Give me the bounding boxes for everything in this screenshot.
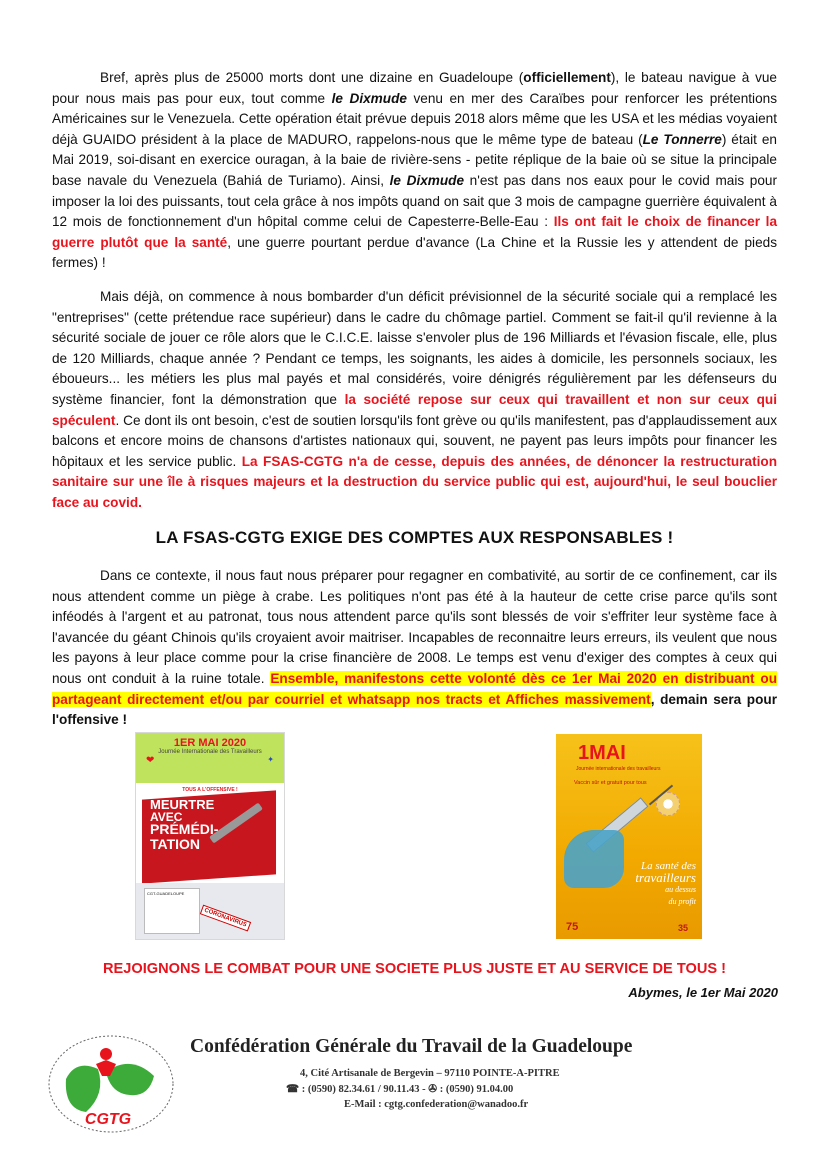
- closing-call: REJOIGNONS LE COMBAT POUR UNE SOCIETE PLUS JUSTE ET AU SERVICE DE TOUS !: [102, 961, 727, 977]
- p1-text-4: ) était en Mai 2019, soi-disant en exercice ouragan, à la baie de rivière-sens - petite réplique de la baie où se situe la principale base navale du Venezuela (Bahiá de Turiamo). Ainsi,: [52, 131, 777, 188]
- logo-text: CGTG: [84, 1111, 132, 1128]
- p1-red-statement: Ils ont fait le choix de financer la guerre plutôt que la santé: [52, 214, 778, 250]
- poster-right-title: 1MAI: [578, 742, 626, 764]
- badge-35: 35: [677, 923, 688, 933]
- p1-text-6: , une guerre pourtant perdue d'avance (La Chine et la Russie les y attendent de pieds fermes) !: [52, 234, 777, 271]
- poster-left-line-1: MEURTRE: [150, 797, 215, 812]
- signature-date: Abymes, le 1er Mai 2020: [628, 985, 778, 1000]
- badge-75: 75: [566, 921, 579, 933]
- p3-highlight: Ensemble, manifestons cette volonté dès ce 1er Mai 2020 en distribuant ou partageant directement et/ou par courriel et whatsapp nos tracts et Affiches massivement: [52, 670, 777, 707]
- gloved-hand-icon: [564, 830, 624, 888]
- organization-email: E-Mail : cgtg.confederation@wanadoo.fr: [344, 1099, 529, 1110]
- p1-text-2: ), le bateau navigue à vue pour nous mais pas pour eux, tout comme: [52, 70, 777, 106]
- organization-name: Confédération Générale du Travail de la Guadeloupe: [190, 1036, 633, 1057]
- poster-left-line-3: PRÉMÉDI-: [150, 821, 219, 837]
- p2-red-statement-1: la société repose sur ceux qui travaillent et non sur ceux qui spéculent: [52, 391, 777, 428]
- p1-text-5: n'est pas dans nos eaux pour le covid mais pour imposer la loi des puissants, tout cela grâce à nos impôts quand on sait que 3 mois de campagne guerrière équivalent à 12 mois de fonctionnement d'un hôpital comme celui de Capesterre-Belle-Eau :: [52, 172, 777, 230]
- poster-left-offensive: TOUS A L'OFFENSIVE !: [182, 787, 238, 793]
- poster-meurtre: [135, 732, 285, 940]
- slogan-line-1: La santé des: [641, 860, 696, 872]
- poster-left-tag: CORONAVIRUS: [200, 905, 251, 932]
- poster-left-subtitle: Journée Internationale des Travailleurs: [158, 749, 262, 755]
- poster-left-line-4: TATION: [150, 836, 201, 852]
- poster-right-vaccine: Vaccin sûr et gratuit pour tous: [574, 780, 647, 786]
- p1-text-3: venu en mer des Caraïbes pour renforcer les prétentions Américaines sur le Venezuela. Cette opération était prévue depuis 2018 alors même que les USA et les médias voyaient déjà GUAIDO président à la place de MADURO, rappelons-nous que le même type de bateau (: [52, 90, 777, 147]
- slogan-line-4: du profit: [668, 897, 696, 906]
- slogan-line-2: travailleurs: [635, 870, 696, 885]
- p2-text-1: Mais déjà, on commence à nous bombarder d'un déficit prévisionnel de la sécurité sociale qui a remplacé les "entreprises" (cette prétendue race supérieur) dans le cadre du chômage partiel. Comment se fait-il qu'il revienne à la sécurité sociale de jouer ce rôle alors que le C.I.C.E. laisse s'envoler plus de 196 Milliards et l'évasion fiscale, elle, plus de 120 Milliards, chaque année ? Pendant ce temps, les soignants, les aides à domicile, les personnels sociaux, les éboueurs... les métiers les plus mal payés et mal considérés, voire dénigrés régulièrement par les défenseurs du système financier, font la démonstration que: [52, 289, 777, 407]
- p3-text-1: Dans ce contexte, il nous faut nous préparer pour regagner en combativité, au sortir de ce confinement, car ils nous attendent comme un piège à crabe. Les politiques n'ont pas été à la hauteur de cette crise parce qu'ils sont inféodés à l'argent et au patronat, tous nous attendent parce qu'ils sont blessés de voir s'effriter leur système face à l'avancée du géant Chinois qu'ils croyaient avoir maitriser. Incapables de reconnaitre leurs erreurs, ils veulent que nous les payons à leur place comme pour la crise financière de 2008. Le temps est venu d'exiger des comptes à ceux qui nous ont conduit à la ruine totale.: [52, 568, 777, 686]
- p1-tonnerre: Le Tonnerre: [642, 131, 722, 147]
- poster-left-line-2: AVEC: [150, 810, 183, 824]
- poster-left-header: [136, 733, 284, 783]
- p1-bold-officiellement: officiellement: [523, 70, 611, 85]
- p2-red-statement-2: La FSAS-CGTG n'a de cesse, depuis des années, de dénoncer la restructuration sanitaire sur une île à risques majeurs et la destruction du service public qui est, aujourd'hui, le seul bouclier face au covid.: [52, 453, 777, 510]
- slogan-line-3: au dessus: [665, 885, 696, 894]
- p1-text-1: Bref, après plus de 25000 morts dont une dizaine en Guadeloupe (: [100, 70, 524, 85]
- poster-right-subtitle: Journée internationale des travailleurs: [576, 766, 661, 772]
- poster-right-slogan: [635, 860, 696, 908]
- paragraph-1: [52, 68, 777, 274]
- organization-phone: ☎ : (0590) 82.34.61 / 90.11.43 - ✇ : (0590) 91.04.00: [286, 1084, 514, 1095]
- p2-text-2: . Ce dont ils ont besoin, c'est de soutien lorsqu'ils font grève ou qu'ils manifestent, pas d'applaudissement aux balcons et encore moins de chansons d'artistes nationaux qui, souvent, ne payent pas leurs impôts pour financer les hôpitaux et les service public.: [52, 412, 777, 469]
- poster-sante: [556, 734, 702, 939]
- heart-icon: ❤: [146, 755, 155, 766]
- cgtg-logo: [36, 1024, 186, 1139]
- section-heading: LA FSAS-CGTG EXIGE DES COMPTES AUX RESPONSABLES !: [155, 528, 674, 547]
- poster-left-card: CGT-GUADELOUPE: [144, 888, 200, 934]
- poster-left-title: 1ER MAI 2020: [173, 737, 247, 749]
- p1-dixmude-1: le Dixmude: [331, 90, 407, 106]
- paragraph-2: [52, 287, 777, 514]
- p3-text-2: , demain sera pour l'offensive !: [52, 691, 777, 728]
- organization-address: 4, Cité Artisanale de Bergevin – 97110 POINTE-A-PITRE: [300, 1068, 560, 1079]
- union-logo-icon: ✦: [267, 755, 274, 764]
- paragraph-3: [52, 566, 777, 731]
- p1-dixmude-2: le Dixmude: [389, 172, 465, 188]
